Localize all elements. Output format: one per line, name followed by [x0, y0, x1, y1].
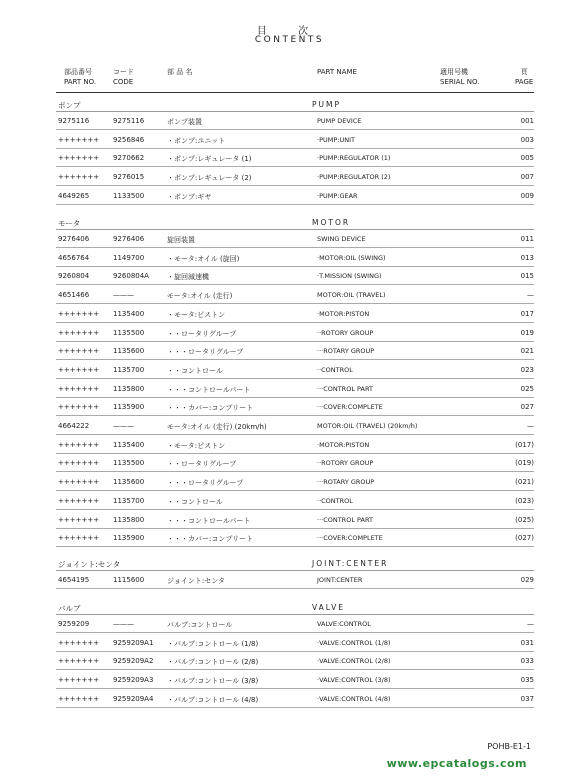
section-header	[0, 601, 579, 615]
part-name-jp: ・モータ:オイル (旋回)	[167, 254, 240, 263]
page-number: —	[527, 620, 534, 628]
row-divider	[56, 707, 534, 708]
code: ———	[113, 422, 134, 430]
part-name-en: ···CONTROL PART	[317, 384, 373, 393]
page-number: (025)	[515, 515, 534, 524]
part-name-jp: ・・・コントロールパート	[167, 516, 251, 525]
part-name-jp: ・・コントロール	[167, 497, 223, 506]
table-row	[0, 342, 579, 360]
table-row	[0, 571, 579, 589]
part-number: +++++++	[58, 328, 100, 337]
header-page: 頁 PAGE	[515, 68, 534, 86]
section-title-jp: モータ	[58, 219, 81, 228]
row-divider	[56, 204, 534, 205]
page-number: 027	[520, 403, 534, 412]
page-number: 021	[520, 347, 534, 356]
part-number: +++++++	[58, 496, 100, 505]
part-name-en: PUMP DEVICE	[317, 117, 362, 125]
part-name-en: ·VALVE:CONTROL (3/8)	[317, 676, 391, 685]
code: 1135600	[113, 478, 145, 487]
part-name-jp: ・・・ロータリグループ	[167, 479, 244, 488]
table-row	[0, 690, 579, 708]
page-number: 025	[520, 384, 534, 393]
part-name-jp: ・ポンプ:レギュレータ (1)	[167, 155, 252, 164]
header-code: コード CODE	[113, 68, 134, 86]
code: ———	[113, 620, 134, 628]
code: 9260804A	[113, 272, 149, 281]
page-number: —	[527, 291, 534, 300]
code: 1135800	[113, 515, 145, 524]
part-name-en: ·VALVE:CONTROL (4/8)	[317, 694, 391, 703]
part-number: 9275116	[58, 117, 90, 125]
page-number: 001	[520, 117, 534, 125]
part-name-en: ···COVER:COMPLETE	[317, 403, 383, 412]
part-number: 4651466	[58, 291, 90, 300]
table-row	[0, 615, 579, 633]
part-name-jp: ・・・カバー:コンプリート	[167, 535, 254, 544]
part-number: +++++++	[58, 154, 100, 163]
page-number: 013	[520, 253, 534, 262]
table-row	[0, 417, 579, 435]
page-number: 015	[520, 272, 534, 281]
part-name-en: ···ROTARY GROUP	[317, 347, 375, 356]
code: 9276015	[113, 173, 145, 182]
part-number: +++++++	[58, 403, 100, 412]
part-name-en: ·PUMP:UNIT	[317, 135, 355, 144]
row-divider	[56, 588, 534, 589]
section-header	[0, 98, 579, 112]
part-name-en: ·MOTOR:OIL (SWING)	[317, 253, 386, 262]
section-title-en: PUMP	[312, 100, 342, 109]
section-title-jp: バルブ	[58, 604, 81, 613]
code: 1133500	[113, 191, 145, 200]
code: 1115600	[113, 576, 145, 584]
section-header	[0, 557, 579, 571]
part-number: +++++++	[58, 478, 100, 487]
code: ———	[113, 291, 134, 300]
table-row	[0, 511, 579, 529]
table-row	[0, 634, 579, 652]
part-name-en: ··ROTORY GROUP	[317, 328, 374, 337]
header-rule	[56, 92, 534, 93]
part-name-en: ··CONTROL	[317, 496, 353, 505]
part-name-en: ·VALVE:CONTROL (1/8)	[317, 638, 391, 647]
code: 1135900	[113, 534, 145, 543]
table-row	[0, 305, 579, 323]
code: 1135500	[113, 459, 145, 468]
page-number: 037	[520, 694, 534, 703]
part-number: 9276406	[58, 235, 90, 243]
code: 1135700	[113, 365, 145, 374]
part-name-en: ·PUMP:REGULATOR (1)	[317, 154, 391, 163]
part-name-jp: ・・ロータリグループ	[167, 460, 237, 469]
part-name-en: SWING DEVICE	[317, 235, 366, 243]
part-name-jp: ・・・ロータリグループ	[167, 348, 244, 357]
page-number: 023	[520, 365, 534, 374]
part-number: +++++++	[58, 515, 100, 524]
part-name-en: VALVE:CONTROL	[317, 620, 371, 628]
part-name-en: ··ROTORY GROUP	[317, 459, 374, 468]
table-row	[0, 436, 579, 454]
table-row	[0, 286, 579, 304]
part-number: +++++++	[58, 694, 100, 703]
section-title-en: JOINT:CENTER	[312, 559, 389, 568]
table-row	[0, 529, 579, 547]
table-row	[0, 187, 579, 205]
part-number: +++++++	[58, 638, 100, 647]
part-name-jp: ジョイント:センタ	[167, 577, 225, 585]
part-name-en: ·VALVE:CONTROL (2/8)	[317, 657, 391, 666]
part-number: 9260804	[58, 272, 90, 281]
page-number: (017)	[515, 440, 534, 449]
part-number: +++++++	[58, 534, 100, 543]
part-name-en: JOINT:CENTER	[317, 576, 363, 584]
page-number: (021)	[515, 478, 534, 487]
part-number: +++++++	[58, 459, 100, 468]
header-part-name-en: PART NAME	[317, 68, 357, 76]
part-name-jp: ・バルブ:コントロール (4/8)	[167, 695, 259, 704]
section-title-jp: ジョイント:センタ	[58, 560, 121, 569]
part-name-jp: ・モータ:ピストン	[167, 310, 226, 319]
title-english: CONTENTS	[254, 35, 325, 45]
part-number: +++++++	[58, 384, 100, 393]
section-title-en: VALVE	[312, 603, 346, 612]
page-number: —	[527, 422, 534, 430]
table-row	[0, 473, 579, 491]
part-name-en: ·PUMP:GEAR	[317, 191, 358, 200]
page-number: 007	[520, 173, 534, 182]
part-name-jp: ・バルブ:コントロール (2/8)	[167, 658, 259, 667]
part-name-en: ···CONTROL PART	[317, 515, 373, 524]
page-number: 011	[520, 235, 534, 243]
part-name-en: ···COVER:COMPLETE	[317, 534, 383, 543]
table-row	[0, 149, 579, 167]
part-name-en: ·MOTOR:PISTON	[317, 440, 370, 449]
page-number: 033	[520, 657, 534, 666]
part-name-en: ·T.MISSION (SWING)	[317, 272, 382, 281]
code: 1149700	[113, 253, 145, 262]
table-row	[0, 131, 579, 149]
part-name-jp: 旋回装置	[167, 236, 195, 244]
table-row	[0, 168, 579, 186]
table-row	[0, 324, 579, 342]
part-name-en: ··CONTROL	[317, 365, 353, 374]
part-name-jp: ・旋回減速機	[167, 273, 209, 282]
part-name-en: ·PUMP:REGULATOR (2)	[317, 173, 391, 182]
code: 1135400	[113, 440, 145, 449]
part-number: +++++++	[58, 309, 100, 318]
table-row	[0, 230, 579, 248]
page-number: 005	[520, 154, 534, 163]
code: 9259209A1	[113, 638, 154, 647]
part-name-en: MOTOR:OIL (TRAVEL) (20km/h)	[317, 422, 418, 430]
part-name-jp: ・バルブ:コントロール (3/8)	[167, 677, 259, 686]
table-row	[0, 652, 579, 670]
part-name-jp: ・・・カバー:コンプリート	[167, 404, 254, 413]
row-divider	[56, 546, 534, 547]
code: 1135900	[113, 403, 145, 412]
page-number: 019	[520, 328, 534, 337]
page-number: 035	[520, 676, 534, 685]
part-number: 4664222	[58, 422, 90, 430]
part-number: +++++++	[58, 347, 100, 356]
code: 9270662	[113, 154, 145, 163]
part-number: +++++++	[58, 173, 100, 182]
part-number: 4649265	[58, 191, 90, 200]
section-title-jp: ポンプ	[58, 101, 81, 110]
section-title-en: MOTOR	[312, 218, 351, 227]
part-name-jp: バルブ:コントロール	[167, 621, 233, 629]
table-row	[0, 671, 579, 689]
code: 9275116	[113, 117, 145, 125]
document-code: POHB-E1-1	[487, 742, 531, 751]
page-number: 003	[520, 135, 534, 144]
code: 1135800	[113, 384, 145, 393]
part-name-en: ···ROTARY GROUP	[317, 478, 375, 487]
title-japanese: 目 次	[256, 26, 323, 37]
part-number: +++++++	[58, 440, 100, 449]
part-number: +++++++	[58, 365, 100, 374]
part-number: +++++++	[58, 657, 100, 666]
code: 1135600	[113, 347, 145, 356]
code: 1135700	[113, 496, 145, 505]
code: 9259209A2	[113, 657, 154, 666]
part-name-jp: ・ポンプ:ユニット	[167, 136, 226, 145]
part-number: 4656764	[58, 253, 90, 262]
code: 9259209A4	[113, 694, 154, 703]
table-row	[0, 249, 579, 267]
part-name-jp: モータ:オイル (走行) (20km/h)	[167, 423, 267, 431]
part-name-jp: ・・コントロール	[167, 366, 223, 375]
part-name-jp: ・・ロータリグループ	[167, 329, 237, 338]
code: 9256846	[113, 135, 145, 144]
table-row	[0, 361, 579, 379]
table-row	[0, 112, 579, 130]
part-name-jp: ・ポンプ:レギュレータ (2)	[167, 174, 252, 183]
part-number: 9259209	[58, 620, 90, 628]
code: 1135400	[113, 309, 145, 318]
part-name-en: ·MOTOR:PISTON	[317, 309, 370, 318]
part-name-jp: ポンプ装置	[167, 118, 202, 126]
part-name-jp: ・モータ:ピストン	[167, 441, 226, 450]
page-number: 029	[520, 576, 534, 584]
page-number: 031	[520, 638, 534, 647]
header-part-no: 部品番号 PART NO.	[64, 68, 97, 86]
part-name-jp: ・バルブ:コントロール (1/8)	[167, 639, 259, 648]
part-number: +++++++	[58, 676, 100, 685]
part-number: 4654195	[58, 576, 90, 584]
page-number: 009	[520, 191, 534, 200]
page-number: (019)	[515, 459, 534, 468]
header-serial-no: 適用号機 SERIAL NO.	[440, 68, 480, 86]
table-row	[0, 454, 579, 472]
section-header	[0, 216, 579, 230]
code: 9259209A3	[113, 676, 154, 685]
part-name-jp: ・ポンプ:ギヤ	[167, 192, 212, 201]
page-number: (023)	[515, 496, 534, 505]
watermark: www.epcatalogs.com	[386, 757, 527, 770]
table-row	[0, 380, 579, 398]
table-row	[0, 398, 579, 416]
table-row	[0, 267, 579, 285]
page-number: 017	[520, 309, 534, 318]
part-number: +++++++	[58, 135, 100, 144]
part-name-jp: ・・・コントロールパート	[167, 385, 251, 394]
code: 1135500	[113, 328, 145, 337]
part-name-jp: モータ:オイル (走行)	[167, 292, 233, 301]
header-part-name-jp: 部 品 名	[167, 68, 193, 76]
code: 9276406	[113, 235, 145, 243]
table-row	[0, 492, 579, 510]
page-number: (027)	[515, 534, 534, 543]
part-name-en: MOTOR:OIL (TRAVEL)	[317, 291, 386, 300]
